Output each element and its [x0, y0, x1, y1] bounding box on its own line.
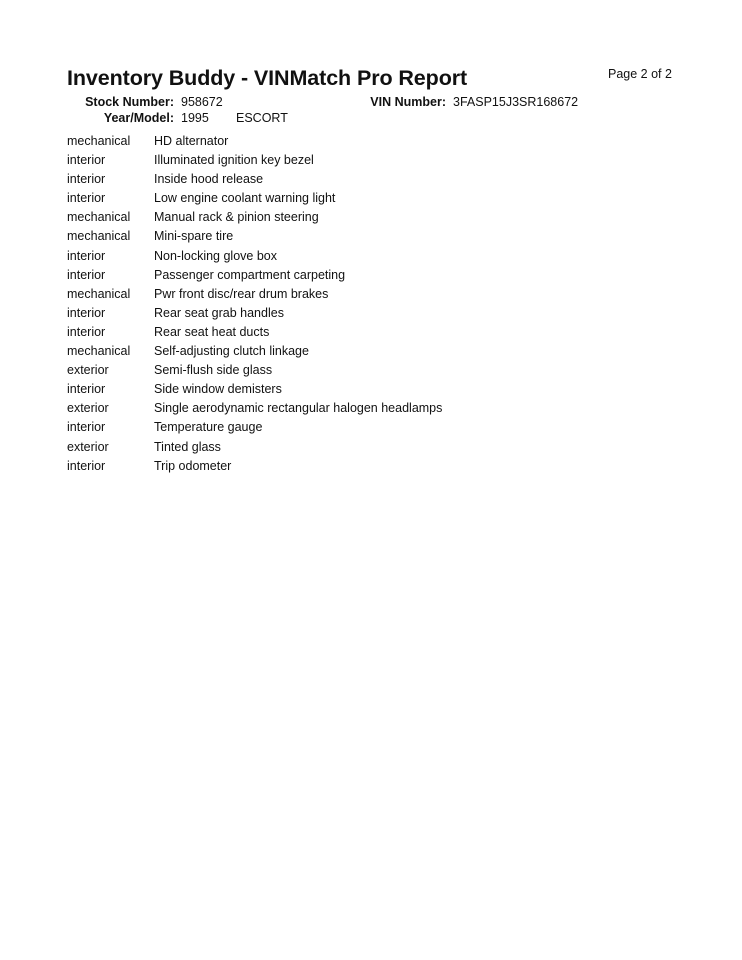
item-category: interior — [67, 305, 106, 320]
item-category: exterior — [67, 401, 109, 416]
item-feature: Side window demisters — [154, 382, 282, 397]
item-category: exterior — [67, 439, 109, 454]
item-feature: Inside hood release — [154, 172, 264, 187]
vin-label: VIN Number: — [370, 95, 446, 109]
list-item — [67, 400, 442, 419]
item-feature: Pwr front disc/rear drum brakes — [154, 286, 329, 301]
list-item — [67, 190, 442, 209]
item-category: interior — [67, 248, 106, 263]
item-category: interior — [67, 324, 106, 339]
item-feature: Manual rack & pinion steering — [154, 210, 319, 225]
list-item — [67, 209, 442, 228]
item-feature: Self-adjusting clutch linkage — [154, 344, 309, 359]
item-category: mechanical — [67, 134, 131, 148]
model-value: ESCORT — [236, 111, 288, 125]
item-feature: Temperature gauge — [154, 420, 263, 435]
item-feature: HD alternator — [154, 134, 229, 148]
list-item — [67, 362, 442, 381]
item-feature: Tinted glass — [154, 439, 221, 454]
item-category: mechanical — [67, 344, 131, 359]
list-item — [67, 324, 442, 343]
item-category: interior — [67, 420, 106, 435]
item-category: interior — [67, 267, 106, 282]
item-feature: Trip odometer — [154, 458, 232, 473]
list-item — [67, 171, 442, 190]
item-category: mechanical — [67, 286, 131, 301]
vin-value: 3FASP15J3SR168672 — [453, 95, 579, 109]
item-feature: Rear seat grab handles — [154, 305, 284, 320]
item-feature: Mini-spare tire — [154, 229, 234, 244]
feature-list — [67, 133, 442, 477]
list-item — [67, 458, 442, 477]
list-item — [67, 152, 442, 171]
stock-number-label: Stock Number: — [85, 95, 174, 109]
item-category: interior — [67, 191, 106, 206]
list-item — [67, 267, 442, 286]
list-item — [67, 228, 442, 247]
item-category: mechanical — [67, 229, 131, 244]
list-item — [67, 439, 442, 458]
item-feature: Non-locking glove box — [154, 248, 277, 263]
report-title: Inventory Buddy - VINMatch Pro Report — [67, 66, 468, 90]
item-feature: Rear seat heat ducts — [154, 324, 270, 339]
item-feature: Single aerodynamic rectangular halogen headlamps — [154, 401, 443, 416]
list-item — [67, 419, 442, 438]
list-item — [67, 133, 442, 152]
item-category: interior — [67, 458, 106, 473]
item-category: exterior — [67, 363, 109, 378]
item-category: interior — [67, 153, 106, 168]
year-value: 1995 — [181, 111, 209, 125]
list-item — [67, 286, 442, 305]
item-feature: Illuminated ignition key bezel — [154, 153, 314, 168]
item-category: mechanical — [67, 210, 131, 225]
list-item — [67, 343, 442, 362]
list-item — [67, 381, 442, 400]
list-item — [67, 305, 442, 324]
item-feature: Semi-flush side glass — [154, 363, 273, 378]
item-feature: Passenger compartment carpeting — [154, 267, 346, 282]
list-item — [67, 248, 442, 267]
item-category: interior — [67, 382, 106, 397]
stock-number-value: 958672 — [181, 95, 223, 109]
item-feature: Low engine coolant warning light — [154, 191, 336, 206]
item-category: interior — [67, 172, 106, 187]
page-number: Page 2 of 2 — [608, 67, 672, 81]
year-model-label: Year/Model: — [103, 111, 174, 125]
